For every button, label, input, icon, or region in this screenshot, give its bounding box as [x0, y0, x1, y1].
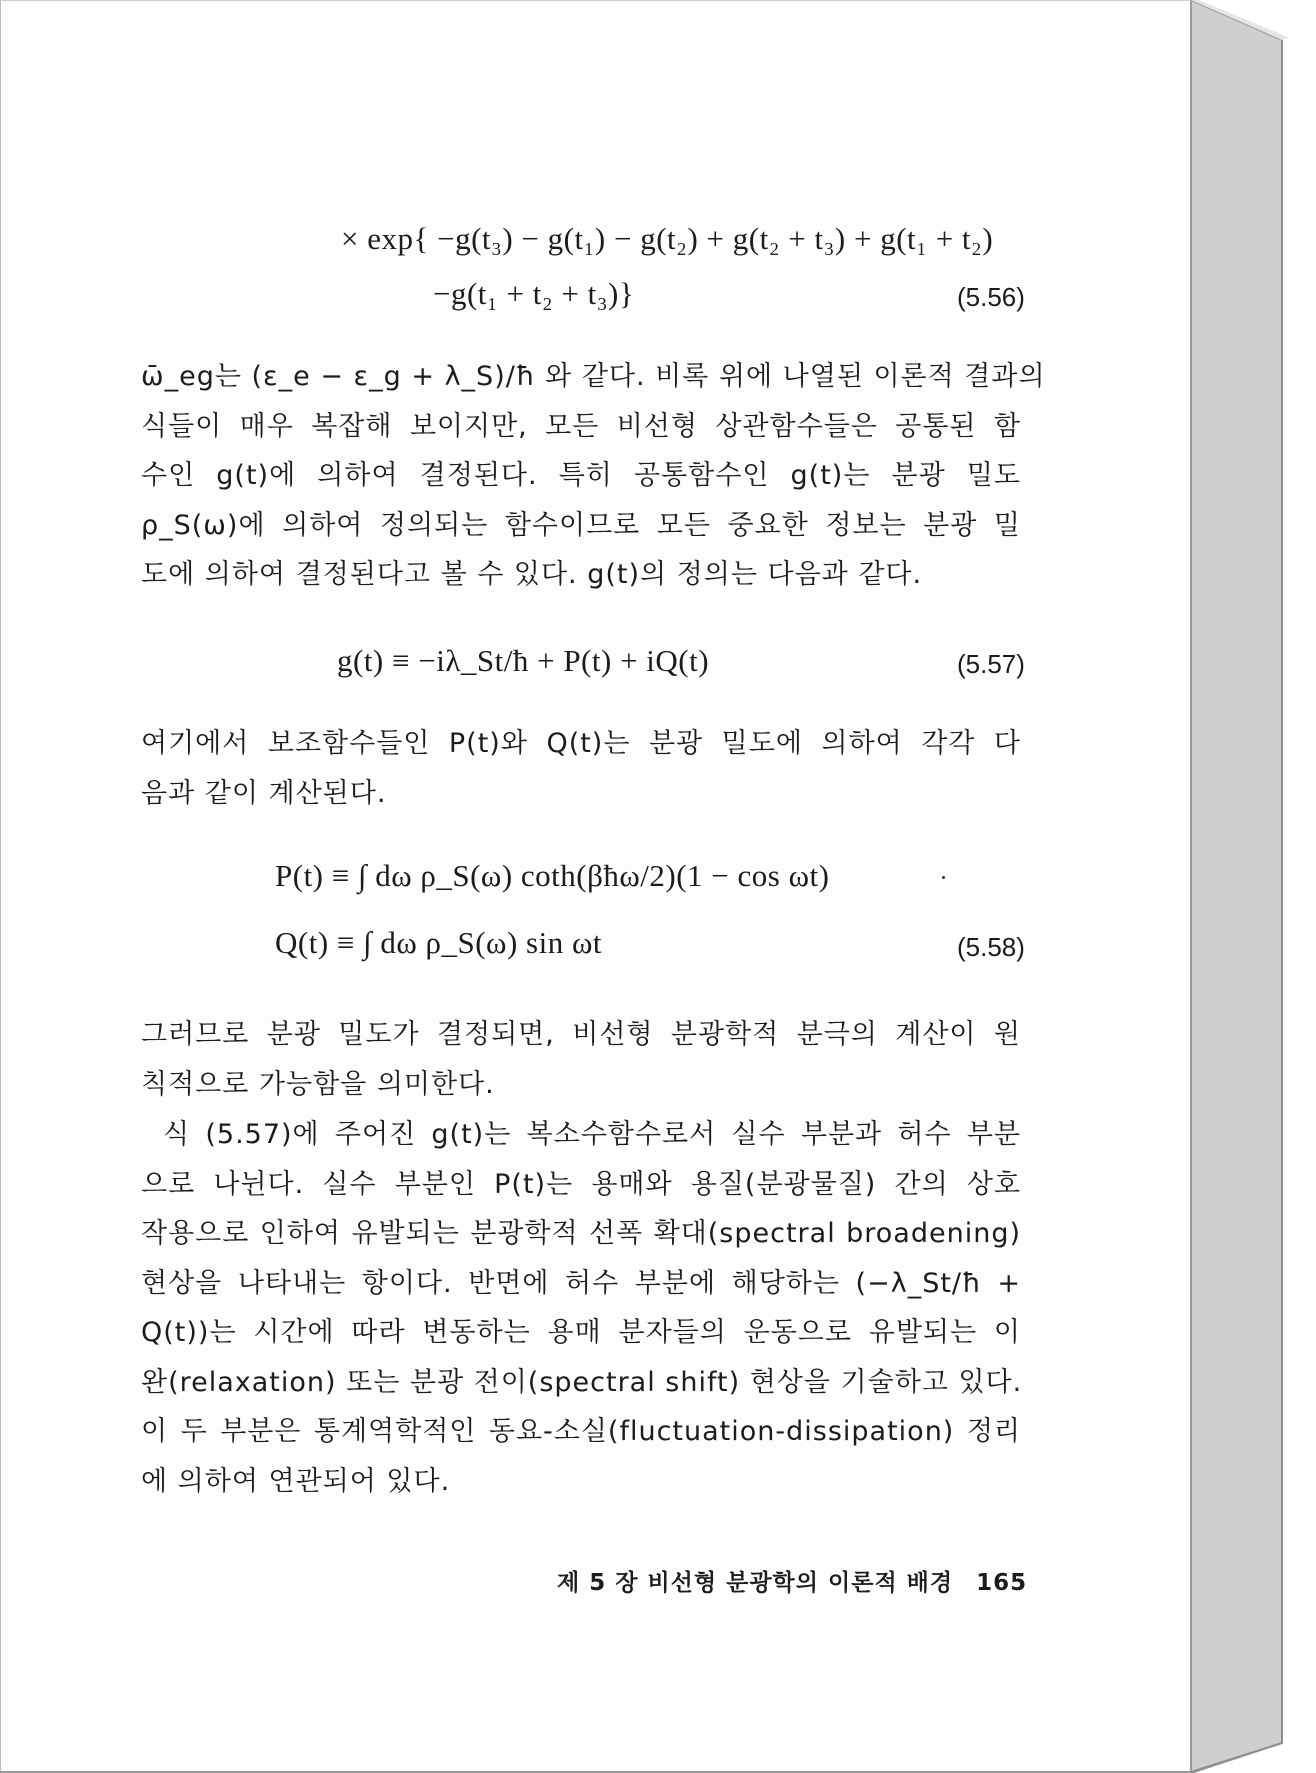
page-number: 165 [976, 1570, 1028, 1596]
paragraph-1-line-3: 수인 g(t)에 의하여 결정된다. 특히 공통함수인 g(t)는 분광 밀도 [141, 460, 1021, 491]
paragraph-4-line-8: 에 의하여 연관되어 있다. [141, 1465, 451, 1497]
paragraph-4-line-3: 작용으로 인하여 유발되는 분광학적 선폭 확대(spectral broadening) [141, 1218, 1021, 1249]
paragraph-4-line-2: 으로 나뉜다. 실수 부분인 P(t)는 용매와 용질(분광물질) 간의 상호 [141, 1168, 1021, 1200]
paragraph-4-line-7: 이 두 부분은 통계역학적인 동요-소실(fluctuation-dissipation) 정리 [141, 1416, 1021, 1447]
paragraph-2-line-2: 음과 같이 계산된다. [141, 777, 387, 809]
paragraph-3-line-2: 칙적으로 가능함을 의미한다. [141, 1068, 495, 1100]
paragraph-4-line-1: 식 (5.57)에 주어진 g(t)는 복소수함수로서 실수 부분과 허수 부분 [163, 1119, 1021, 1150]
paragraph-4-line-6: 완(relaxation) 또는 분광 전이(spectral shift) 현상을 기술하고 있다. [141, 1366, 1023, 1398]
paragraph-2-line-1: 여기에서 보조함수들인 P(t)와 Q(t)는 분광 밀도에 의하여 각각 다 [141, 728, 1021, 759]
paragraph-4-line-5: Q(t))는 시간에 따라 변동하는 용매 분자들의 운동으로 유발되는 이 [141, 1317, 1021, 1348]
equation-number-5-58: (5.58) [957, 932, 1025, 962]
paragraph-1-line-2: 식들이 매우 복잡해 보이지만, 모든 비선형 상관함수들은 공통된 함 [141, 410, 1021, 442]
equation-5-58-line-2: Q(t) ≡ ∫ dω ρ_S(ω) sin ωt [275, 925, 602, 960]
paragraph-4-line-4: 현상을 나타내는 항이다. 반면에 허수 부분에 해당하는 (−λ_St/ħ + [141, 1267, 1021, 1299]
chapter-title: 제 5 장 비선형 분광학의 이론적 배경 [557, 1570, 954, 1596]
paragraph-1-line-5: 도에 의하여 결정된다고 볼 수 있다. g(t)의 정의는 다음과 같다. [141, 559, 923, 590]
equation-number-5-56: (5.56) [957, 282, 1025, 312]
equation-5-56-line-1: × exp{ −g(t₃) − g(t₁) − g(t₂) + g(t₂ + t₃) + g(t₁ + t₂) [341, 221, 994, 256]
equation-5-56-line-2: −g(t₁ + t₂ + t₃)} [433, 276, 635, 311]
paragraph-3-line-1: 그러므로 분광 밀도가 결정되면, 비선형 분광학적 분극의 계산이 원 [141, 1019, 1021, 1050]
paragraph-1-line-4: ρ_S(ω)에 의하여 정의되는 함수이므로 모든 중요한 정보는 분광 밀 [141, 509, 1021, 541]
equation-5-57: g(t) ≡ −iλ_St/ħ + P(t) + iQ(t) [337, 643, 710, 678]
equation-number-5-57: (5.57) [957, 649, 1025, 679]
equation-5-58-line-1: P(t) ≡ ∫ dω ρ_S(ω) coth(βħω/2)(1 − cos ωt) [275, 858, 830, 893]
paragraph-1-line-1: ω̄_eg는 (ε_e − ε_g + λ_S)/ħ 와 같다. 비록 위에 나열된 이론적 결과의 [141, 361, 1046, 392]
